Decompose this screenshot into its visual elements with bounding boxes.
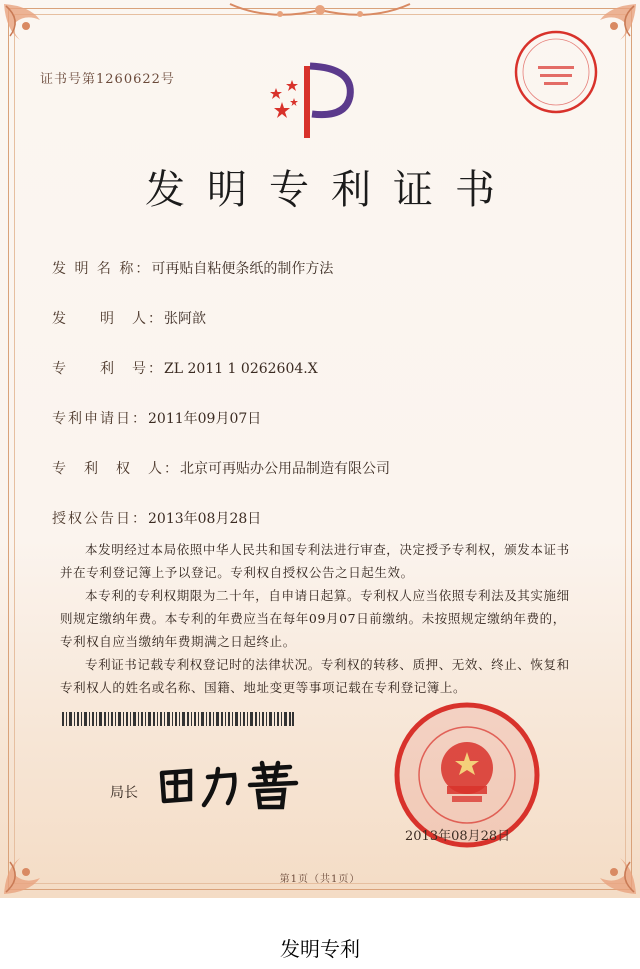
grant-date-field [52,508,261,528]
field-label: 专 利 号： [52,361,164,377]
page-number: 第1页（共1页） [279,874,361,885]
body-paragraph: 本发明经过本局依照中华人民共和国专利法进行审查，决定授予专利权，颁发本证书并在专利登记簿上予以登记。专利权自授权公告之日起生效。 [60,542,570,580]
patent-office-logo-icon [262,62,362,142]
patentee-field [52,458,390,478]
agency-seal-icon [512,28,600,116]
field-value: 2013年08月28日 [148,511,262,527]
field-value: 北京可再贴办公用品制造有限公司 [180,461,390,477]
body-paragraph: 专利证书记载专利权登记时的法律状况。专利权的转移、质押、无效、终止、恢复和专利权人的姓名或名称、国籍、地址变更等事项记载在专利登记簿上。 [60,657,570,695]
field-label: 专利申请日： [52,411,148,427]
corner-ornament-icon [0,828,70,898]
field-value: ZL 2011 1 0262604.X [164,361,318,377]
field-label: 发 明 名 称： [52,261,152,277]
director-label: 局长 [110,785,138,801]
field-value: 张阿歆 [164,311,206,327]
certificate-body [60,538,575,699]
field-label: 专 利 权 人： [52,461,180,477]
certificate-number: 证书号第1260622号 [40,72,175,87]
corner-ornament-icon [0,0,70,70]
corner-ornament-icon [570,828,640,898]
field-label: 发 明 人： [52,311,164,327]
image-caption: 发明专利 [280,937,360,961]
inventor-field [52,308,206,328]
top-ornament-icon [220,0,420,26]
certificate-title: 发明专利证书 [145,167,517,213]
barcode-icon [62,712,294,726]
patent-number-field [52,358,318,378]
signature-icon [150,755,310,815]
field-value: 可再贴自粘便条纸的制作方法 [151,261,334,277]
field-label: 授权公告日： [52,511,148,527]
issue-date: 2013年08月28日 [405,829,511,844]
body-paragraph: 本专利的专利权期限为二十年，自申请日起算。专利权人应当依照专利法及其实施细则规定缴纳年费。本专利的年费应当在每年09月07日前缴纳。未按照规定缴纳年费的，专利权自应当缴纳年费期满之日起终止。 [60,588,570,649]
application-date-field [52,408,261,428]
field-value: 2011年09月07日 [148,411,262,427]
invention-name-field [52,258,333,278]
